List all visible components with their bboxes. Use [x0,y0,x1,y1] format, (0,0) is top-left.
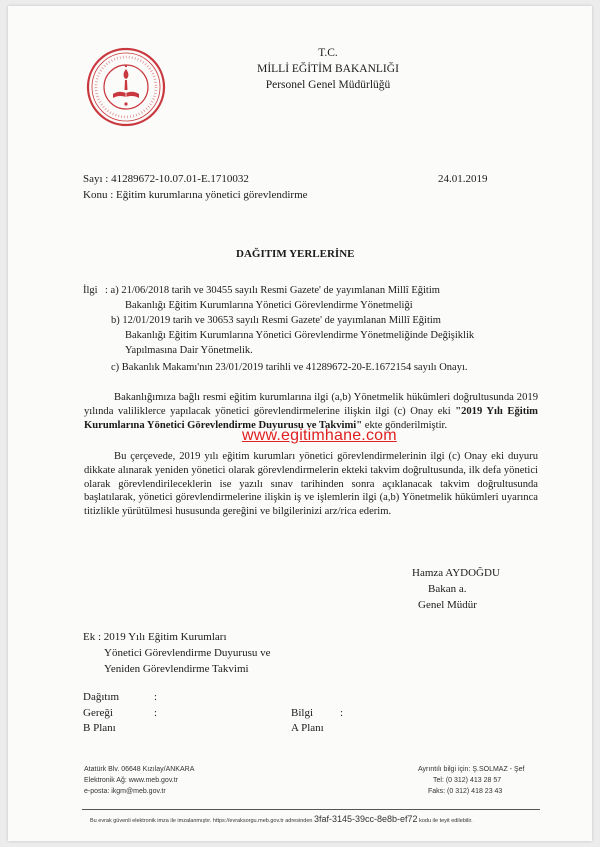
document-subject: Konu : Eğitim kurumlarına yönetici görevlendirme [83,189,308,201]
geregi-colon: : [154,707,158,719]
signatory-role-1: Bakan a. [428,583,467,595]
p1-text-start: Bakanlığımıza bağlı resmi eğitim kurumlarına ilgi (a,b) Yönetmelik hükümleri doğrultusunda 2019 yılında valiliklerce yapılacak yönetici görevlendirmelerine ilişkin ilgi (c) Onay eki [84,392,538,417]
bilgi-label: Bilgi [291,707,314,719]
footer-contact: Ayrıntılı bilgi için: Ş.SOLMAZ - Şef [418,766,525,773]
attachment-line-2: Yönetici Görevlendirme Duyurusu ve [104,647,271,659]
ilgi-a-line2: Bakanlığı Eğitim Kurumlarına Yönetici Görevlendirme Yönetmeliği [125,300,413,311]
p1-text-end: ekte gönderilmiştir. [362,419,448,431]
header-tc: T.C. [318,47,338,59]
document-date: 24.01.2019 [438,173,488,185]
ministry-seal-logo [86,47,166,127]
ilgi-b-line1: b) 12/01/2019 tarih ve 30653 sayılı Resmi Gazete' de yayımlanan Millî Eğitim [111,315,441,326]
body-paragraph-2 [84,450,538,519]
a-plan-label: A Planı [291,722,324,734]
bilgi-colon: : [340,707,344,719]
footer-fax: Faks: (0 312) 418 23 43 [428,788,503,795]
signatory-role-2: Genel Müdür [418,599,477,611]
ilgi-c-line1: c) Bakanlık Makamı'nın 23/01/2019 tarihli ve 41289672-20-E.1672154 sayılı Onayı. [111,362,468,373]
footer-address: Atatürk Blv. 06648 Kızılay/ANKARA [84,766,195,773]
document-page [8,6,592,841]
ilgi-label: İlgi [83,285,98,296]
p1-announcement-title: "2019 Yılı Eğitim Kurumlarına Yönetici Görevlendirme Duyurusu ve Takvimi" [84,405,538,431]
ilgi-b-line2: Bakanlığı Eğitim Kurumlarına Yönetici Görevlendirme Yönetmeliğinde Değişiklik [125,330,475,341]
footer-divider [82,809,540,810]
geregi-label: Gereği [83,707,113,719]
e-signature-notice [90,814,473,824]
attachment-line-3: Yeniden Görevlendirme Takvimi [104,663,249,675]
attachment-line-1: Ek : 2019 Yılı Eğitim Kurumları [83,631,227,643]
distribution-label: Dağıtım [83,691,120,703]
document-number: Sayı : 41289672-10.07.01-E.1710032 [83,173,249,185]
verification-code: 3faf-3145-39cc-8e8b-ef72 [313,814,418,824]
distribution-colon: : [154,691,158,703]
p2-text: Bu çerçevede, 2019 yılı eğitim kurumları yönetici görevlendirmelerinin ilgi (c) Onay eki duyuru dikkate alınarak yeniden yönetici olarak görevlendirmelerin ekteki takvim doğrultusunda, ilk defa yönetici olarak görevlendirileceklerin ise yazılı sınav tarihinden sonra açıklanacak takvim doğrultusunda başlatılarak, yönetici görevlendirmelerine ilişkin iş ve işlemlerin ilgi (a,b) Yönetmelik hükümleri uyarınca titizlikle yürütülmesi hususunda gereğini ve bilgilerinizi arz/rica ederim. [84,451,538,518]
footer-phone: Tel: (0 312) 413 28 57 [433,777,502,784]
footer-email: e-posta: ikgm@meb.gov.tr [84,788,166,795]
verify-notice-text: Bu evrak güvenli elektronik imza ile imzalanmıştır. https://evraksorgu.meb.gov.tr adresinden [90,818,313,824]
header-ministry: MİLLİ EĞİTİM BAKANLIĞI [257,63,399,75]
document-title: DAĞITIM YERLERİNE [236,248,355,260]
header-department: Personel Genel Müdürlüğü [265,79,391,91]
site-watermark: www.egitimhane.com [242,427,397,444]
footer-website: Elektronik Ağ: www.meb.gov.tr [84,777,179,784]
ilgi-b-line3: Yapılmasına Dair Yönetmelik. [125,345,253,356]
signatory-name: Hamza AYDOĞDU [412,567,500,579]
ilgi-a-line1: : a) 21/06/2018 tarih ve 30455 sayılı Resmi Gazete' de yayımlanan Millî Eğitim [105,285,440,296]
b-plan-label: B Planı [83,722,116,734]
verify-notice-end: kodu ile teyit edilebilir. [419,818,473,824]
